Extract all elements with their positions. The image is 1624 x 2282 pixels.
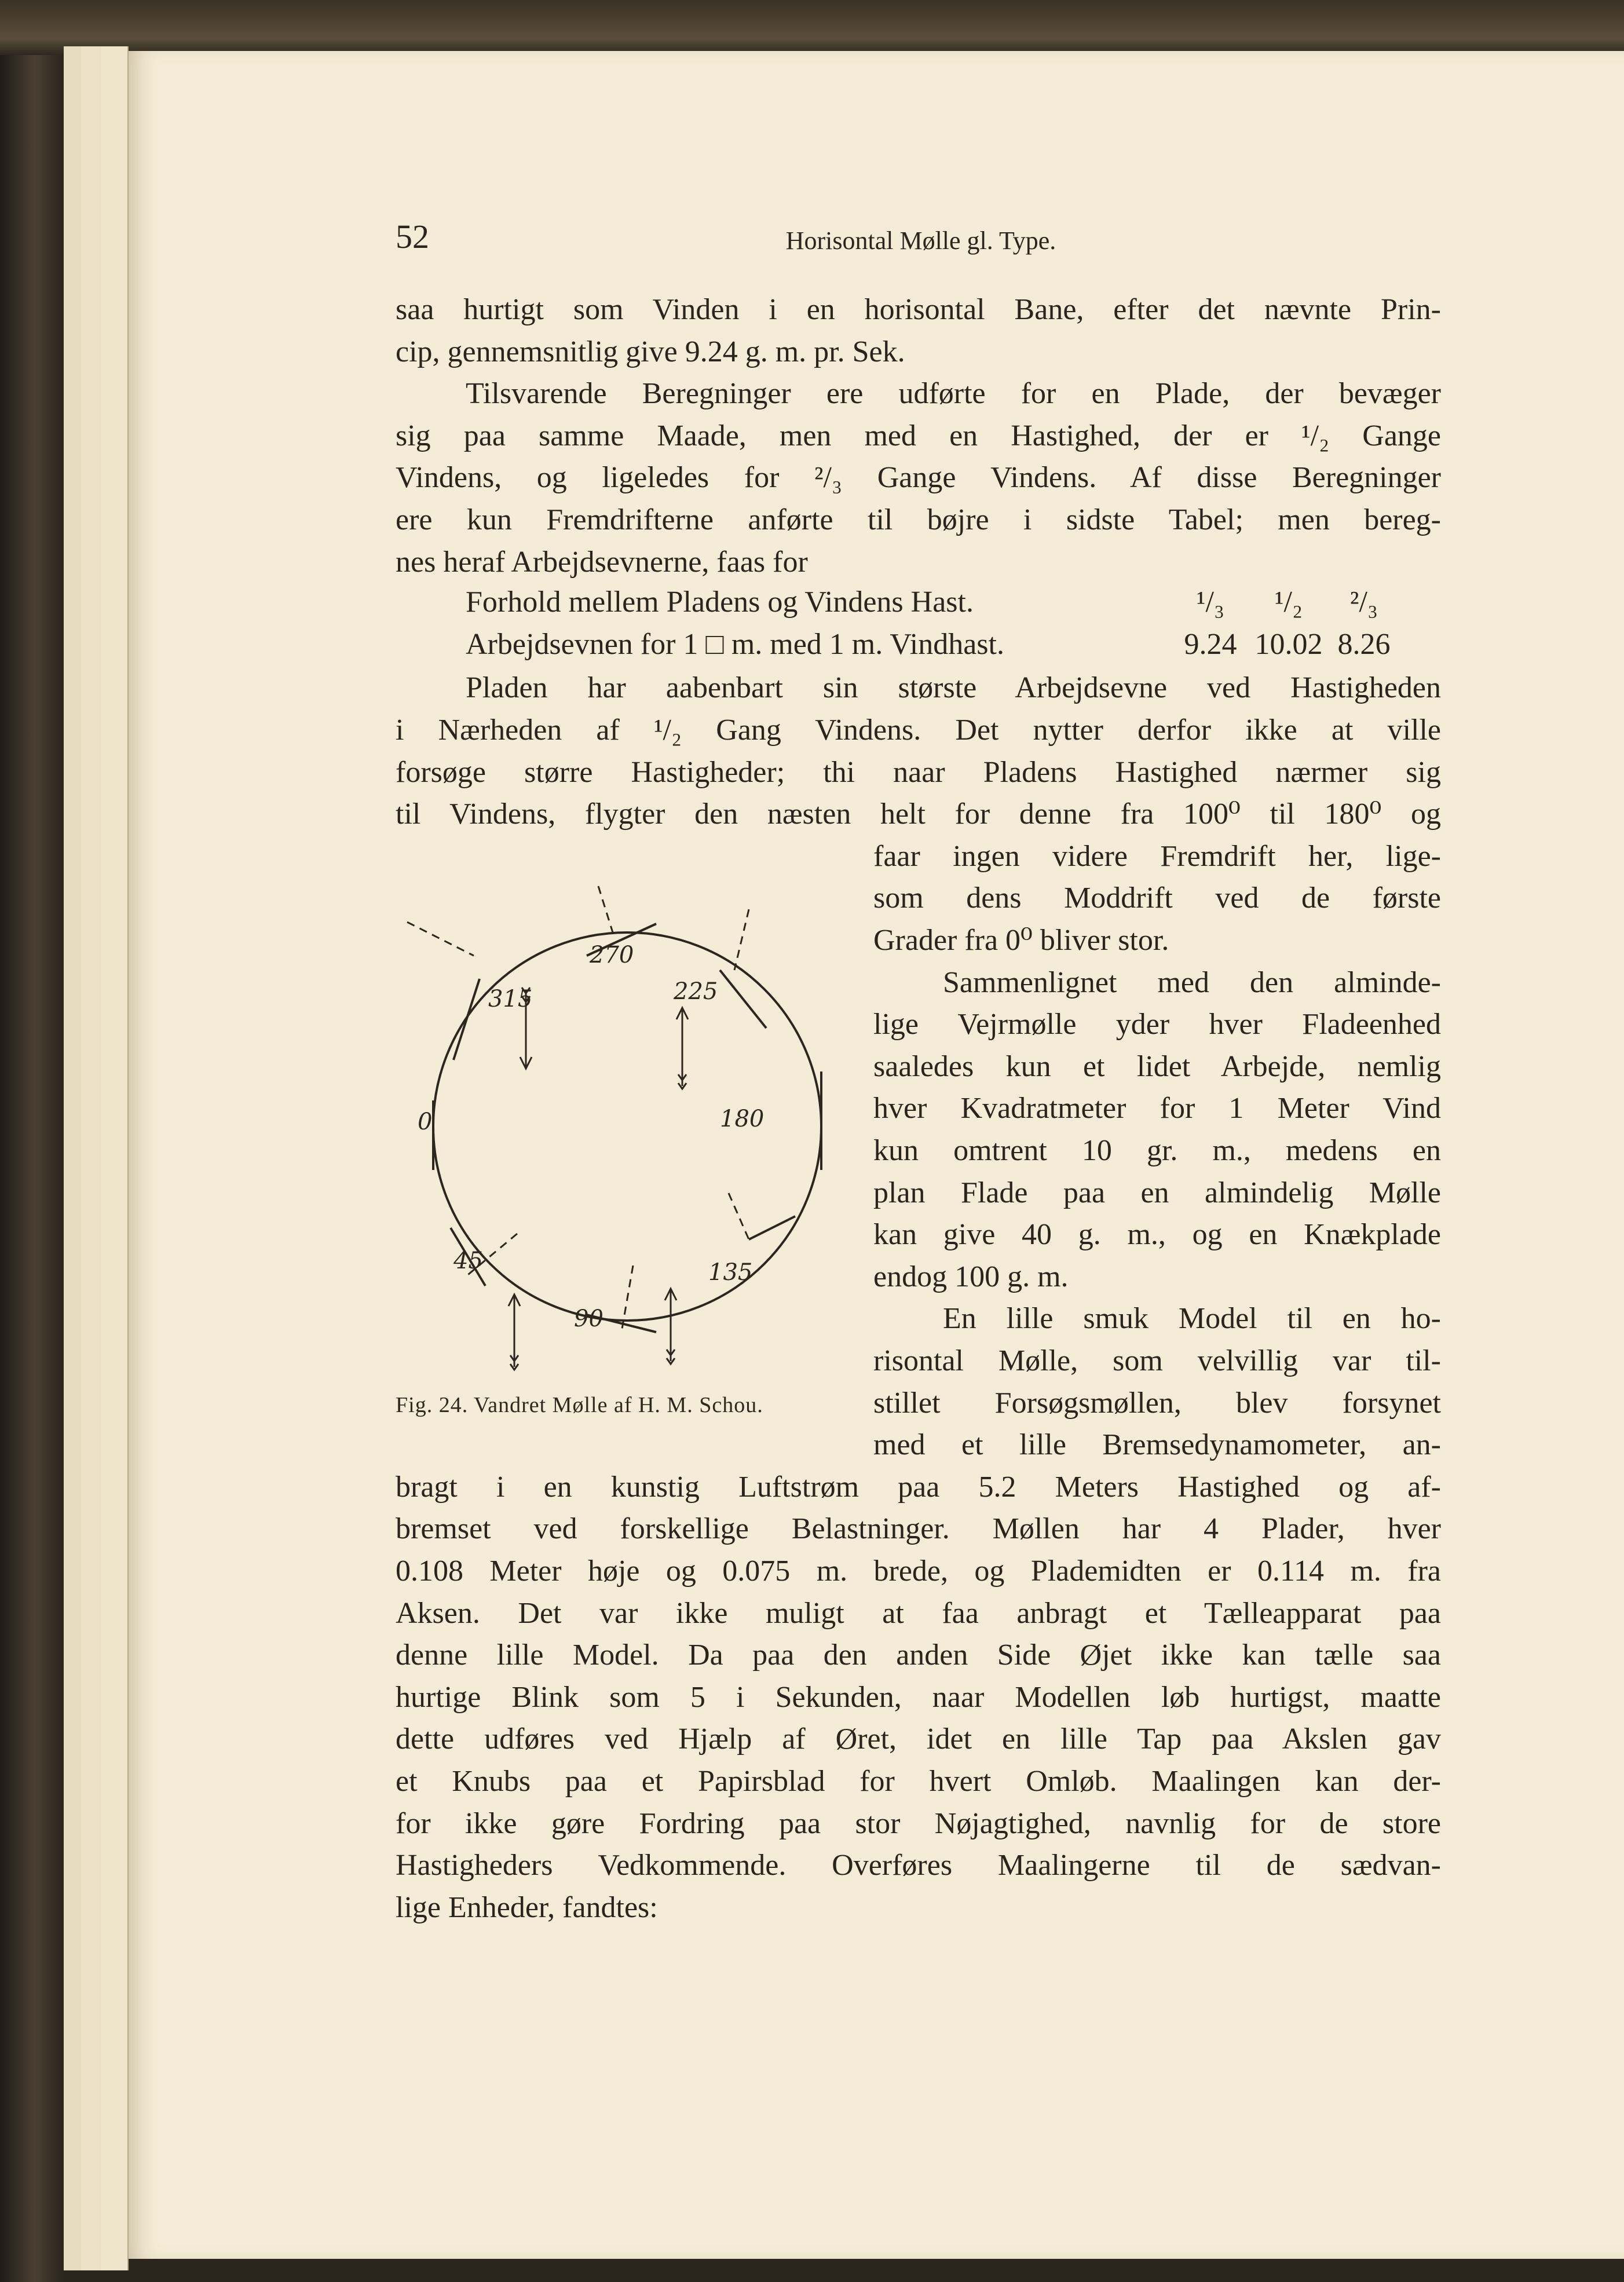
table-cell: ¹/₂	[1274, 586, 1303, 619]
text-line: kan give 40 g. m., og en Knækplade	[873, 1218, 1441, 1252]
text-line: stillet Forsøgsmøllen, blev forsynet	[873, 1386, 1441, 1420]
text-line: sig paa samme Maade, men med en Hastighed, der er ¹/₂ Gange	[396, 419, 1441, 452]
wind-arrow-up-icon	[509, 1294, 520, 1370]
table-row-label: Arbejdsevnen for 1 □ m. med 1 m. Vindhast.	[466, 628, 1004, 661]
text-line: bragt i en kunstig Luftstrøm paa 5.2 Meters Hastighed og af-	[396, 1470, 1441, 1504]
text-line: endog 100 g. m.	[873, 1260, 1069, 1293]
direction-dash	[598, 886, 613, 932]
text-line: Sammenlignet med den alminde-	[943, 966, 1441, 999]
text-line: forsøge større Hastigheder; thi naar Pladens Hastighed nærmer sig	[396, 755, 1441, 789]
text-line: Tilsvarende Beregninger ere udførte for en Plade, der bevæger	[466, 377, 1441, 411]
text-line: med et lille Bremsedynamometer, an-	[873, 1428, 1441, 1462]
text-line: til Vindens, flygter den næsten helt for denne fra 100⁰ til 180⁰ og	[396, 798, 1441, 831]
running-title: Horisontal Mølle gl. Type.	[785, 226, 1056, 255]
angle-label: 45	[453, 1248, 483, 1274]
table-cell: 10.02	[1254, 628, 1323, 661]
text-line: nes heraf Arbejdsevnerne, faas for	[396, 545, 808, 579]
text-line: 0.108 Meter høje og 0.075 m. brede, og Plademidten er 0.114 m. fra	[396, 1555, 1441, 1588]
wind-arrow-up-icon	[676, 1008, 688, 1089]
angle-label: 315	[488, 986, 533, 1012]
plate-mark-225	[720, 970, 766, 1028]
direction-dash	[734, 909, 749, 970]
table-cell: ¹/₃	[1196, 586, 1225, 619]
text-line: risontal Mølle, som velvillig var til-	[873, 1344, 1441, 1377]
windmill-figure	[396, 869, 870, 1378]
text-line: ere kun Fremdrifterne anførte til bøjre i sidste Tabel; men bereg-	[396, 503, 1441, 536]
book-spine-band	[0, 0, 1624, 55]
text-line: hver Kvadratmeter for 1 Meter Vind	[873, 1092, 1441, 1125]
table-cell: 8.26	[1337, 628, 1391, 661]
direction-dash	[621, 1266, 633, 1332]
text-line: Vindens, og ligeledes for ²/₃ Gange Vindens. Af disse Beregninger	[396, 461, 1441, 495]
angle-label: 180	[720, 1106, 765, 1132]
table-row-label: Forhold mellem Pladens og Vindens Hast.	[466, 586, 974, 619]
text-line: i Nærheden af ¹/₂ Gang Vindens. Det nytter derfor ikke at ville	[396, 714, 1441, 747]
text-line: Aksen. Det var ikke muligt at faa anbragt et Tælleapparat paa	[396, 1596, 1441, 1630]
page-number: 52	[396, 218, 429, 255]
plate-mark-315	[453, 979, 480, 1060]
wind-arrow-up-icon	[665, 1289, 676, 1364]
text-line: Grader fra 0⁰ bliver stor.	[873, 924, 1169, 957]
angle-label: 135	[708, 1259, 753, 1286]
text-line: for ikke gøre Fordring paa stor Nøjagtighed, navnlig for de store	[396, 1806, 1441, 1840]
text-line: Hastigheders Vedkommende. Overføres Maalingerne til de sædvan-	[396, 1849, 1441, 1882]
angle-label: 90	[574, 1305, 603, 1332]
text-line: bremset ved forskellige Belastninger. Møllen har 4 Plader, hver	[396, 1512, 1441, 1546]
text-line: som dens Moddrift ved de første	[873, 882, 1441, 915]
text-line: et Knubs paa et Papirsblad for hvert Omløb. Maalingen kan der-	[396, 1765, 1441, 1798]
angle-label: 270	[590, 942, 634, 968]
text-line: lige Enheder, fandtes:	[396, 1890, 658, 1924]
text-line: saaledes kun et lidet Arbejde, nemlig	[873, 1049, 1441, 1083]
page-edges	[101, 46, 129, 2270]
text-line: Pladen har aabenbart sin største Arbejdsevne ved Hastigheden	[466, 671, 1441, 705]
text-line: kun omtrent 10 gr. m., medens en	[873, 1134, 1441, 1167]
text-line: saa hurtigt som Vinden i en horisontal Bane, efter det nævnte Prin-	[396, 293, 1441, 326]
text-line: dette udføres ved Hjælp af Øret, idet en lille Tap paa Akslen gav	[396, 1723, 1441, 1756]
direction-dash	[407, 922, 474, 956]
text-line: faar ingen videre Fremdrift her, lige-	[873, 839, 1441, 873]
direction-dash	[729, 1193, 749, 1239]
text-line: denne lille Model. Da paa den anden Side Øjet ikke kan tælle saa	[396, 1639, 1441, 1672]
text-line: lige Vejrmølle yder hver Fladeenhed	[873, 1008, 1441, 1041]
angle-label: 225	[674, 978, 718, 1005]
text-line: hurtige Blink som 5 i Sekunden, naar Modellen løb hurtigst, maatte	[396, 1680, 1441, 1714]
figure-caption: Fig. 24. Vandret Mølle af H. M. Schou.	[396, 1393, 763, 1417]
angle-label: 0	[418, 1109, 433, 1135]
table-cell: ²/₃	[1349, 586, 1378, 619]
text-line: cip, gennemsnitlig give 9.24 g. m. pr. Sek.	[396, 335, 905, 368]
text-line: En lille smuk Model til en ho-	[943, 1302, 1441, 1336]
text-line: plan Flade paa en almindelig Mølle	[873, 1176, 1441, 1209]
table-cell: 9.24	[1184, 628, 1237, 661]
